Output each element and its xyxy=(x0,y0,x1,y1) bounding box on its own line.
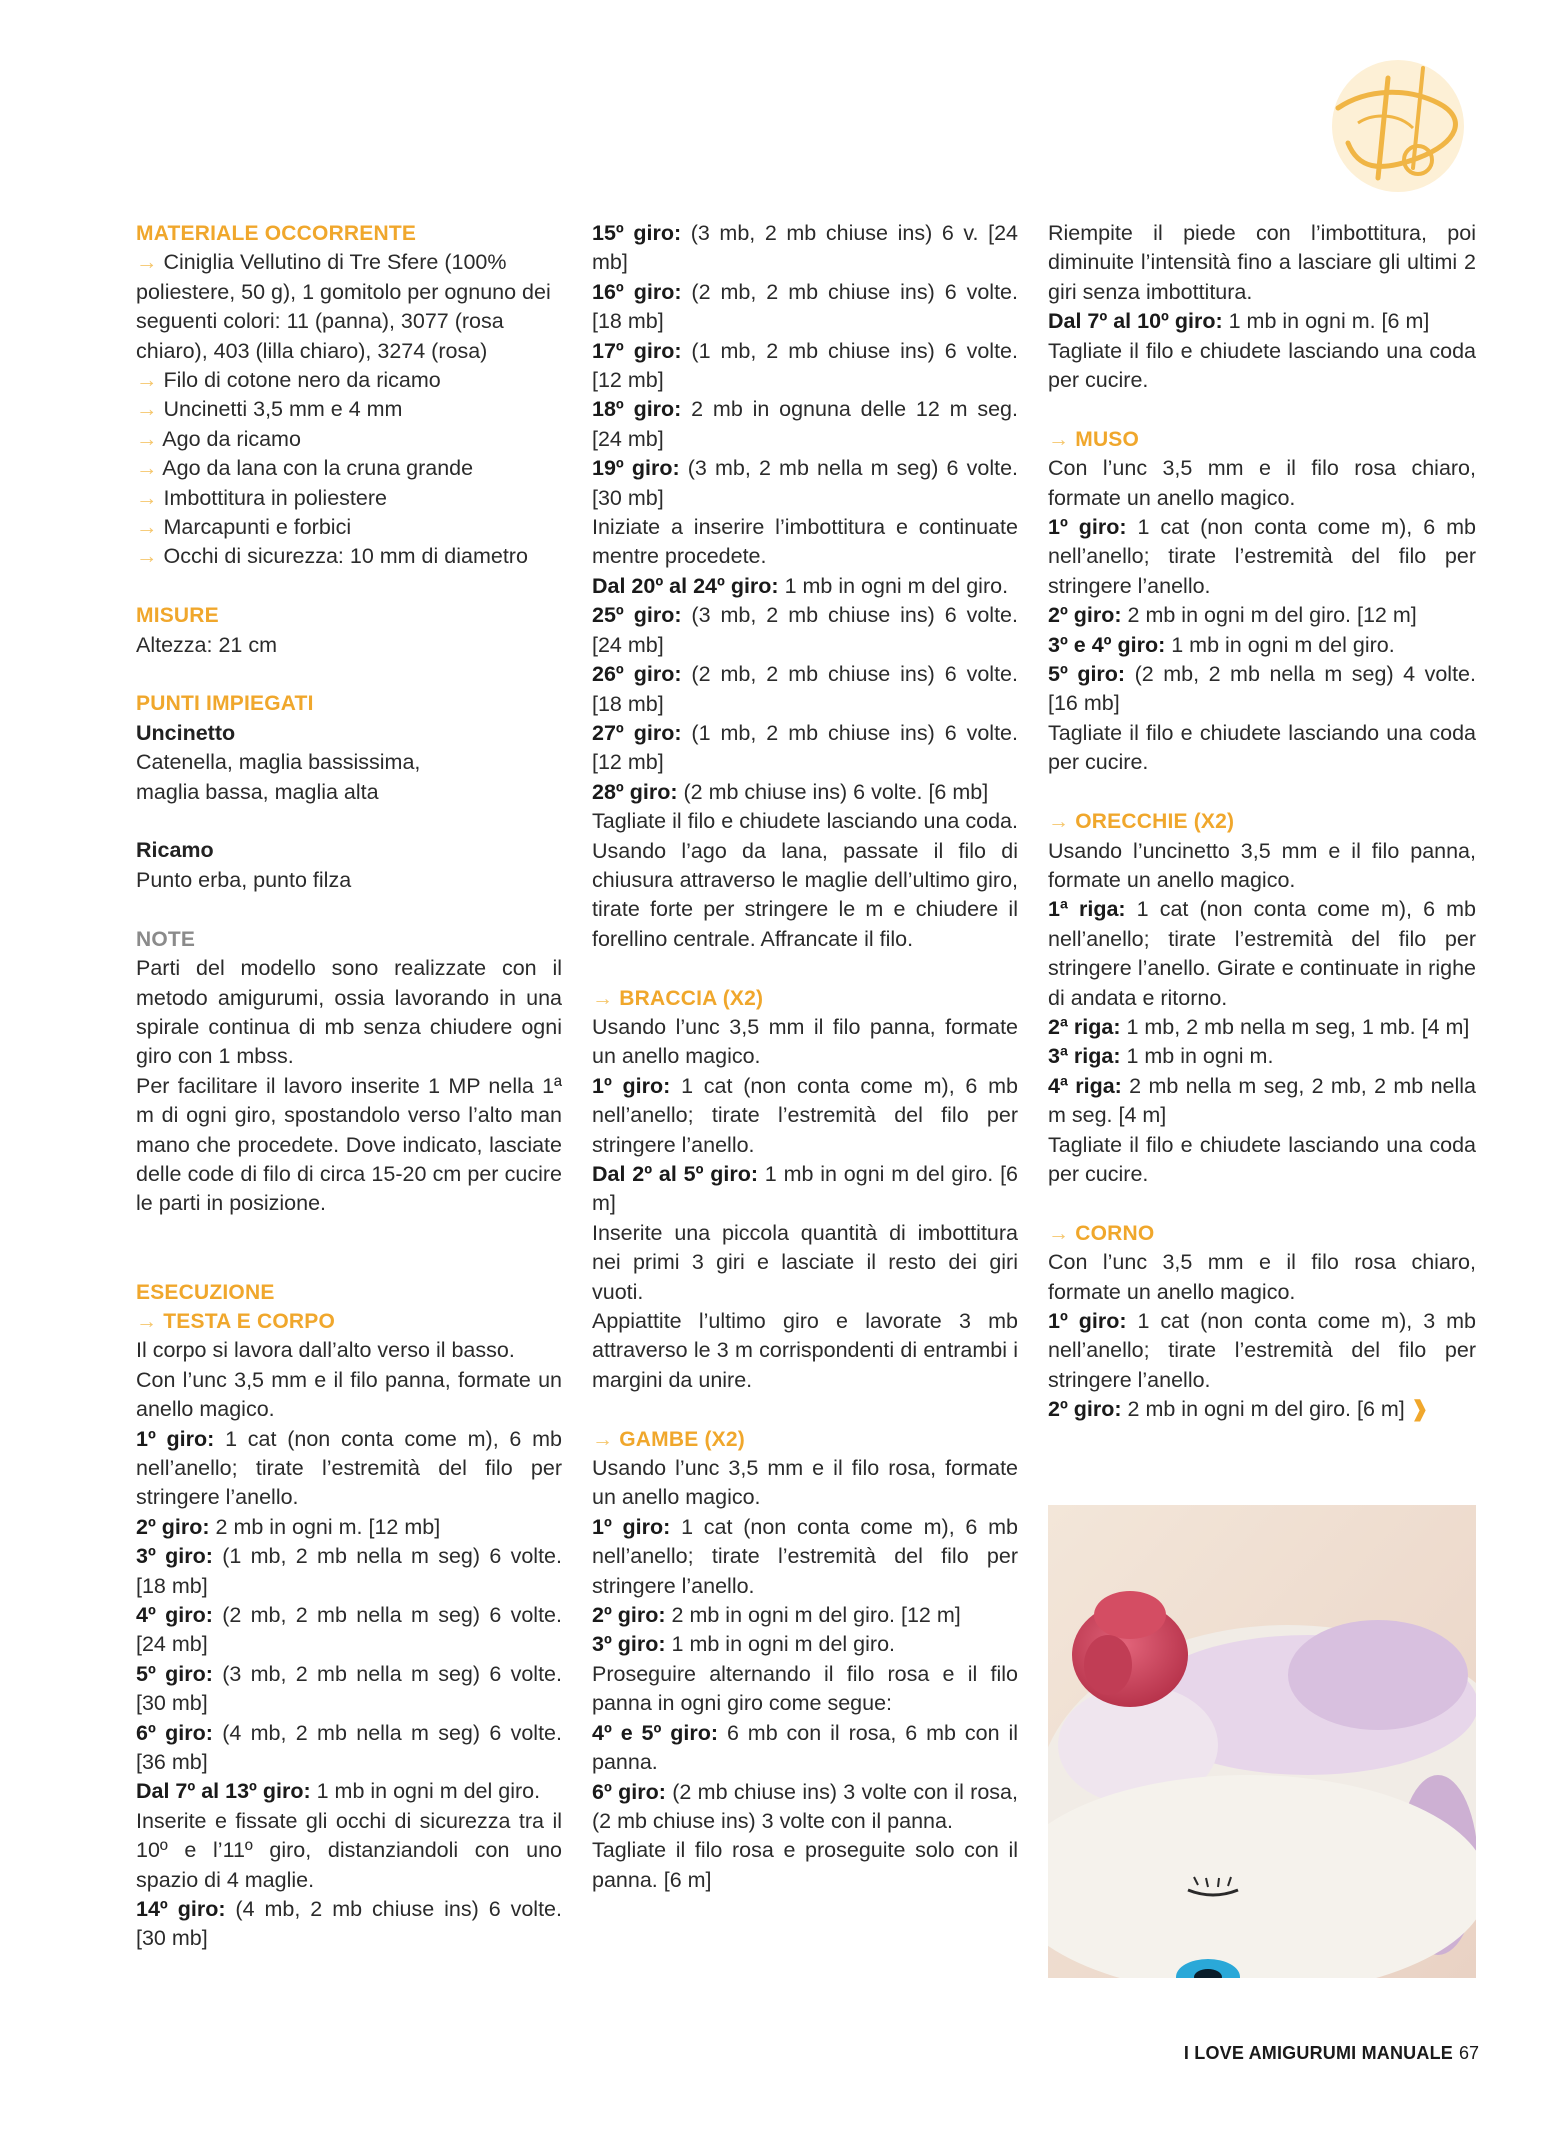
instruction-paragraph: Con l’unc 3,5 mm e il filo panna, formate un anello magico. xyxy=(136,1367,562,1422)
instruction-paragraph: Usando l’unc 3,5 mm il filo panna, formate un anello magico. xyxy=(592,1014,1018,1069)
ricamo-label: Ricamo xyxy=(136,838,214,863)
list-item: → Ago da lana con la cruna grande xyxy=(136,456,474,481)
row-instruction: Dal 2º al 5º giro: 1 mb in ogni m del giro. [6 m] xyxy=(592,1161,1018,1216)
instruction-paragraph: Usando l’unc 3,5 mm e il filo rosa, formate un anello magico. xyxy=(592,1456,1018,1510)
instruction-paragraph: Con l’unc 3,5 mm e il filo rosa chiaro, formate un anello magico. xyxy=(1048,1250,1476,1304)
row-instruction: 18º giro: 2 mb in ognuna delle 12 m seg. [24 mb] xyxy=(592,397,1018,451)
row-instruction: 6º giro: (2 mb chiuse ins) 3 volte con il rosa, (2 mb chiuse ins) 3 volte con il panna. xyxy=(592,1779,1018,1833)
row-instruction: 2º giro: 2 mb in ogni m del giro. [12 m] xyxy=(592,1603,961,1628)
page-number: 67 xyxy=(1458,2043,1479,2063)
page-footer xyxy=(1184,2043,1479,2064)
instruction-paragraph: Appiattite l’ultimo giro e lavorate 3 mb attraverso le 3 m corrispondenti di entrambi i margini da unire. xyxy=(592,1309,1018,1392)
row-instruction: 1ª riga: 1 cat (non conta come m), 6 mb nell’anello; tirate l’estremità del filo per stringere l’anello. Girate e continuate in righe di andata e ritorno. xyxy=(1048,897,1476,1010)
misure-text: Altezza: 21 cm xyxy=(136,632,277,657)
arrow-icon: → xyxy=(136,544,158,569)
row-instruction: 3º e 4º giro: 1 mb in ogni m del giro. xyxy=(1048,632,1395,657)
instruction-paragraph: Tagliate il filo e chiudete lasciando una coda per cucire. xyxy=(1048,720,1476,775)
row-instruction: 1º giro: 1 cat (non conta come m), 6 mb nell’anello; tirate l’estremità del filo per stringere l’anello. xyxy=(1048,515,1476,598)
arrow-icon: → xyxy=(136,485,158,510)
uncinetto-line: Catenella, maglia bassissima, xyxy=(136,750,421,775)
instruction-paragraph: Iniziate a inserire l’imbottitura e continuate mentre procedete. xyxy=(592,515,1018,569)
row-instruction: 4º e 5º giro: 6 mb con il rosa, 6 mb con il panna. xyxy=(592,1720,1018,1775)
misure-heading: MISURE xyxy=(136,604,219,628)
note-paragraph: Parti del modello sono realizzate con il metodo amigurumi, ossia lavorando in una spirale continua di mb senza chiudere ogni giro con 1 mbss. xyxy=(136,956,562,1069)
materiale-heading: MATERIALE OCCORRENTE xyxy=(136,222,417,245)
arrow-icon: → xyxy=(136,456,158,481)
arrow-icon: → xyxy=(136,515,158,540)
list-item: → Filo di cotone nero da ricamo xyxy=(136,368,441,393)
instruction-paragraph: Usando l’uncinetto 3,5 mm e il filo panna, formate un anello magico. xyxy=(1048,838,1476,892)
row-instruction: 1º giro: 1 cat (non conta come m), 6 mb nell’anello; tirate l’estremità del filo per stringere l’anello. xyxy=(136,1426,562,1510)
arrow-icon: → xyxy=(136,250,158,275)
materiale-list xyxy=(136,248,562,571)
arrow-icon: → xyxy=(1048,1221,1070,1245)
muso-heading: → MUSO xyxy=(1048,427,1140,451)
row-instruction: 1º giro: 1 cat (non conta come m), 6 mb nell’anello; tirate l’estremità del filo per stringere l’anello. xyxy=(592,1514,1018,1598)
row-instruction: 28º giro: (2 mb chiuse ins) 6 volte. [6 mb] xyxy=(592,779,989,804)
row-instruction: Dal 20º al 24º giro: 1 mb in ogni m del giro. xyxy=(592,573,1009,598)
instruction-paragraph: Inserite e fissate gli occhi di sicurezza tra il 10º e l’11º giro, distanziandoli con uno spazio di 4 maglie. xyxy=(136,1808,562,1892)
instruction-paragraph: Proseguire alternando il filo rosa e il filo panna in ogni giro come segue: xyxy=(592,1661,1018,1716)
row-instruction: 3º giro: 1 mb in ogni m del giro. xyxy=(592,1632,896,1657)
row-instruction: 27º giro: (1 mb, 2 mb chiuse ins) 6 volte. [12 mb] xyxy=(592,720,1018,775)
row-instruction: 5º giro: (2 mb, 2 mb nella m seg) 4 volte. [16 mb] xyxy=(1048,662,1476,716)
instruction-paragraph: Tagliate il filo rosa e proseguite solo con il panna. [6 m] xyxy=(592,1838,1018,1892)
arrow-icon: → xyxy=(1048,810,1070,834)
row-instruction: 15º giro: (3 mb, 2 mb chiuse ins) 6 v. [24 mb] xyxy=(592,221,1018,275)
instruction-paragraph: Tagliate il filo e chiudete lasciando una coda per cucire. xyxy=(1048,338,1476,393)
note-paragraph: Per facilitare il lavoro inserite 1 MP nella 1ª m di ogni giro, spostandolo verso l’alto man mano che procedete. Dove indicato, lasciate delle code di filo di circa 15-20 cm per cucire le parti in posizione. xyxy=(136,1073,562,1216)
end-mark-icon: ❱ xyxy=(1410,1397,1429,1422)
row-instruction: 4º giro: (2 mb, 2 mb nella m seg) 6 volte. [24 mb] xyxy=(136,1603,562,1657)
row-instruction: 2º giro: 2 mb in ogni m del giro. [12 m] xyxy=(1048,603,1417,628)
list-item: → Imbottitura in poliestere xyxy=(136,485,387,510)
testa-heading: → TESTA E CORPO xyxy=(136,1309,336,1333)
instruction-paragraph: Tagliate il filo e chiudete lasciando una coda per cucire. xyxy=(1048,1132,1476,1186)
row-instruction: 16º giro: (2 mb, 2 mb chiuse ins) 6 volte. [18 mb] xyxy=(592,279,1018,334)
punti-heading: PUNTI IMPIEGATI xyxy=(136,692,314,716)
row-instruction: 3º giro: (1 mb, 2 mb nella m seg) 6 volte. [18 mb] xyxy=(136,1544,562,1598)
row-instruction: 4ª riga: 2 mb nella m seg, 2 mb, 2 mb nella m seg. [4 m] xyxy=(1048,1073,1477,1128)
note-heading: NOTE xyxy=(136,927,196,951)
instruction-paragraph: Tagliate il filo e chiudete lasciando una coda. Usando l’ago da lana, passate il filo di chiusura attraverso le maglie dell’ultimo giro, tirate forte per stringere le m e chiudere il forellino centrale. Affrancate il filo. xyxy=(592,809,1018,951)
column-1 xyxy=(136,219,562,1954)
gambe-heading: → GAMBE (X2) xyxy=(592,1427,745,1451)
row-instruction: 2º giro: 2 mb in ogni m del giro. [6 m] ❱ xyxy=(1048,1397,1429,1422)
row-instruction: 25º giro: (3 mb, 2 mb chiuse ins) 6 volte. [24 mb] xyxy=(592,603,1018,657)
uncinetto-line: maglia bassa, maglia alta xyxy=(136,779,379,804)
row-instruction: 6º giro: (4 mb, 2 mb nella m seg) 6 volte. [36 mb] xyxy=(136,1720,562,1775)
row-instruction: Dal 7º al 13º giro: 1 mb in ogni m del giro. xyxy=(136,1779,541,1804)
row-instruction: 26º giro: (2 mb, 2 mb chiuse ins) 6 volte. [18 mb] xyxy=(592,662,1018,716)
row-instruction: 14º giro: (4 mb, 2 mb chiuse ins) 6 volte. [30 mb] xyxy=(136,1897,562,1951)
list-item: → Ago da ricamo xyxy=(136,426,301,451)
row-instruction: 1º giro: 1 cat (non conta come m), 6 mb nell’anello; tirate l’estremità del filo per stringere l’anello. xyxy=(592,1073,1018,1157)
list-item: → Occhi di sicurezza: 10 mm di diametro xyxy=(136,544,528,569)
crochet-hook-logo xyxy=(1318,48,1472,196)
arrow-icon: → xyxy=(136,1309,158,1333)
instruction-paragraph: Con l’unc 3,5 mm e il filo rosa chiaro, formate un anello magico. xyxy=(1048,456,1476,510)
column-2 xyxy=(592,219,1018,1895)
magazine-title: I LOVE AMIGURUMI MANUALE xyxy=(1183,2043,1453,2063)
esecuzione-heading: ESECUZIONE xyxy=(136,1280,275,1304)
arrow-icon: → xyxy=(136,397,158,422)
row-instruction: 2º giro: 2 mb in ogni m. [12 mb] xyxy=(136,1514,441,1539)
arrow-icon: → xyxy=(136,426,158,451)
arrow-icon: → xyxy=(592,986,614,1010)
orecchie-heading: → ORECCHIE (X2) xyxy=(1048,810,1235,834)
arrow-icon: → xyxy=(1048,427,1070,451)
ricamo-text: Punto erba, punto filza xyxy=(136,867,352,892)
instruction-paragraph: Il corpo si lavora dall’alto verso il basso. xyxy=(136,1338,515,1363)
instruction-paragraph: Inserite una piccola quantità di imbottitura nei primi 3 giri e lasciate il resto dei giri vuoti. xyxy=(592,1220,1018,1304)
list-item: → Ciniglia Vellutino di Tre Sfere (100% poliestere, 50 g), 1 gomitolo per ognuno dei seguenti colori: 11 (panna), 3077 (rosa chiaro), 403 (lilla chiaro), 3274 (rosa) xyxy=(136,250,551,363)
row-instruction: 19º giro: (3 mb, 2 mb nella m seg) 6 volte. [30 mb] xyxy=(592,456,1018,510)
braccia-heading: → BRACCIA (X2) xyxy=(592,986,764,1010)
instruction-paragraph: Riempite il piede con l’imbottitura, poi diminuite l’intensità fino a lasciare gli ultimi 2 giri senza imbottitura. xyxy=(1048,221,1476,304)
list-item: → Marcapunti e forbici xyxy=(136,515,352,540)
corno-heading: → CORNO xyxy=(1048,1221,1155,1245)
list-item: → Uncinetti 3,5 mm e 4 mm xyxy=(136,397,403,422)
row-instruction: 5º giro: (3 mb, 2 mb nella m seg) 6 volte. [30 mb] xyxy=(136,1661,562,1716)
row-instruction: 2ª riga: 1 mb, 2 mb nella m seg, 1 mb. [4 m] xyxy=(1048,1014,1470,1039)
row-instruction: 1º giro: 1 cat (non conta come m), 3 mb nell’anello; tirate l’estremità del filo per stringere l’anello. xyxy=(1048,1308,1476,1392)
row-instruction: Dal 7º al 10º giro: 1 mb in ogni m. [6 m] xyxy=(1048,309,1430,334)
arrow-icon: → xyxy=(592,1427,614,1451)
amigurumi-photo xyxy=(1048,1505,1476,1978)
row-instruction: 3ª riga: 1 mb in ogni m. xyxy=(1048,1044,1274,1069)
uncinetto-label: Uncinetto xyxy=(136,720,236,745)
column-3 xyxy=(1048,219,1476,1425)
arrow-icon: → xyxy=(136,368,158,393)
row-instruction: 17º giro: (1 mb, 2 mb chiuse ins) 6 volte. [12 mb] xyxy=(592,338,1018,393)
